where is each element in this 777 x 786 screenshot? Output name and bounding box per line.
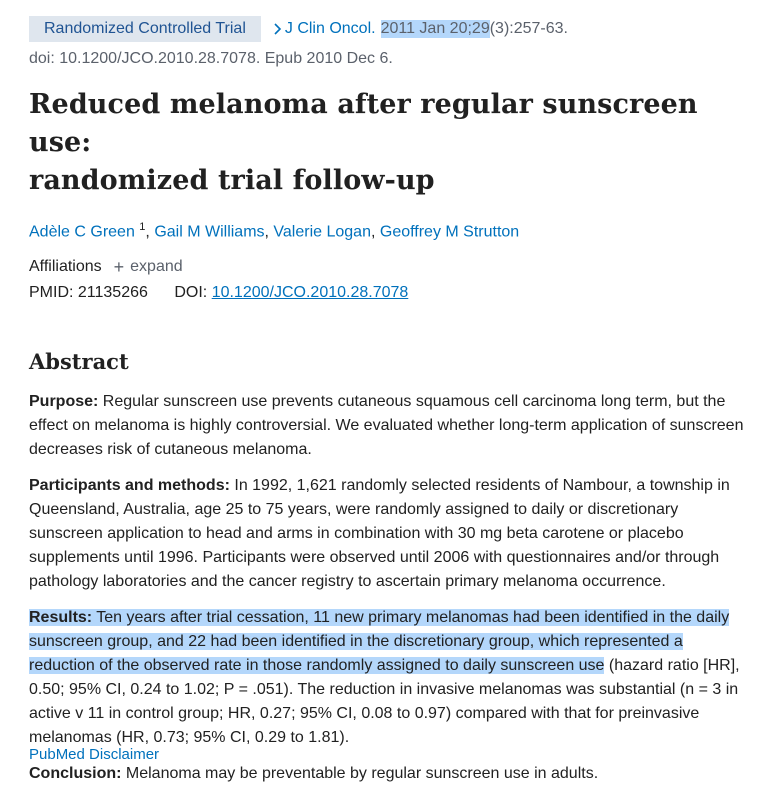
abstract-results <box>29 606 751 750</box>
title-line-2: randomized trial follow-up <box>29 165 435 196</box>
purpose-label: Purpose: <box>29 393 99 411</box>
abstract-heading: Abstract <box>29 349 129 375</box>
citation-date: 2011 Jan 20;29 <box>380 20 490 37</box>
conclusion-label: Conclusion: <box>29 765 122 783</box>
author-link[interactable]: Adèle C Green <box>29 223 135 241</box>
doi-label: DOI: <box>174 284 208 302</box>
article-title <box>29 86 751 200</box>
methods-text: In 1992, 1,621 randomly selected residents of Nambour, a township in Queensland, Australia, age 25 to 75 years, were randomly assigned to daily or discretionary sunscreen application to head and arms in combination with 30 mg beta carotene or placebo supplements until 1996. Participants were observed until 2006 with questionnaires and/or through pathology laboratories and the cancer registry to ascertain primary melanoma occurrence. <box>29 477 730 591</box>
citation-bar <box>29 16 751 42</box>
results-highlight-text: Ten years after trial cessation, 11 new primary melanomas had been identified in the daily sunscreen group, and 22 had been identified in the discretionary group, which represented a reduction of the observed rate in those randomly assigned to daily sunscreen use <box>29 609 730 675</box>
publication-type-badge[interactable]: Randomized Controlled Trial <box>29 16 261 42</box>
results-text: (hazard ratio [HR], 0.50; 95% CI, 0.24 to 1.02; P = .051). The reduction in invasive melanomas was substantial (n = 3 in active v 11 in control group; HR, 0.27; 95% CI, 0.08 to 0.97) compared with that for preinvasive melanomas (HR, 0.73; 95% CI, 0.29 to 1.81). <box>29 657 740 747</box>
author-link[interactable]: Valerie Logan <box>273 223 371 241</box>
expand-label: expand <box>130 258 183 276</box>
article-page <box>29 16 751 786</box>
pmid: PMID: 21135266 <box>29 284 148 302</box>
affiliation-number[interactable]: 1 <box>139 221 146 233</box>
affiliations-label: Affiliations <box>29 258 102 276</box>
abstract-conclusion <box>29 762 751 786</box>
journal-citation[interactable] <box>271 19 568 39</box>
expand-affiliations-button[interactable] <box>114 256 183 278</box>
results-label: Results: <box>29 609 93 627</box>
doi-link[interactable]: 10.1200/JCO.2010.28.7078 <box>211 284 409 302</box>
author-separator: , <box>370 223 380 241</box>
author-separator: , <box>264 223 274 241</box>
affiliations-row <box>29 256 751 278</box>
methods-label: Participants and methods: <box>29 477 230 495</box>
identifiers-row <box>29 282 751 304</box>
citation-volume: (3):257-63. <box>489 20 568 37</box>
plus-icon: + <box>113 257 125 278</box>
abstract-purpose <box>29 390 751 462</box>
author-separator: , <box>145 223 155 241</box>
chevron-right-icon <box>271 19 285 39</box>
abstract-methods <box>29 474 751 594</box>
journal-name[interactable]: J Clin Oncol. <box>284 20 376 37</box>
conclusion-text: Melanoma may be preventable by regular sunscreen use in adults. <box>121 765 599 783</box>
title-line-1: Reduced melanoma after regular sunscreen use: <box>29 89 698 158</box>
doi-epub-line: doi: 10.1200/JCO.2010.28.7078. Epub 2010 Dec 6. <box>29 50 393 67</box>
author-list <box>29 216 751 243</box>
purpose-text: Regular sunscreen use prevents cutaneous squamous cell carcinoma long term, but the effect on melanoma is highly controversial. We evaluated whether long-term application of sunscreen decreases risk of cutaneous melanoma. <box>29 393 744 459</box>
author-link[interactable]: Geoffrey M Strutton <box>379 223 520 241</box>
author-link[interactable]: Gail M Williams <box>154 223 265 241</box>
disclaimer-link[interactable]: PubMed Disclaimer <box>29 746 160 763</box>
